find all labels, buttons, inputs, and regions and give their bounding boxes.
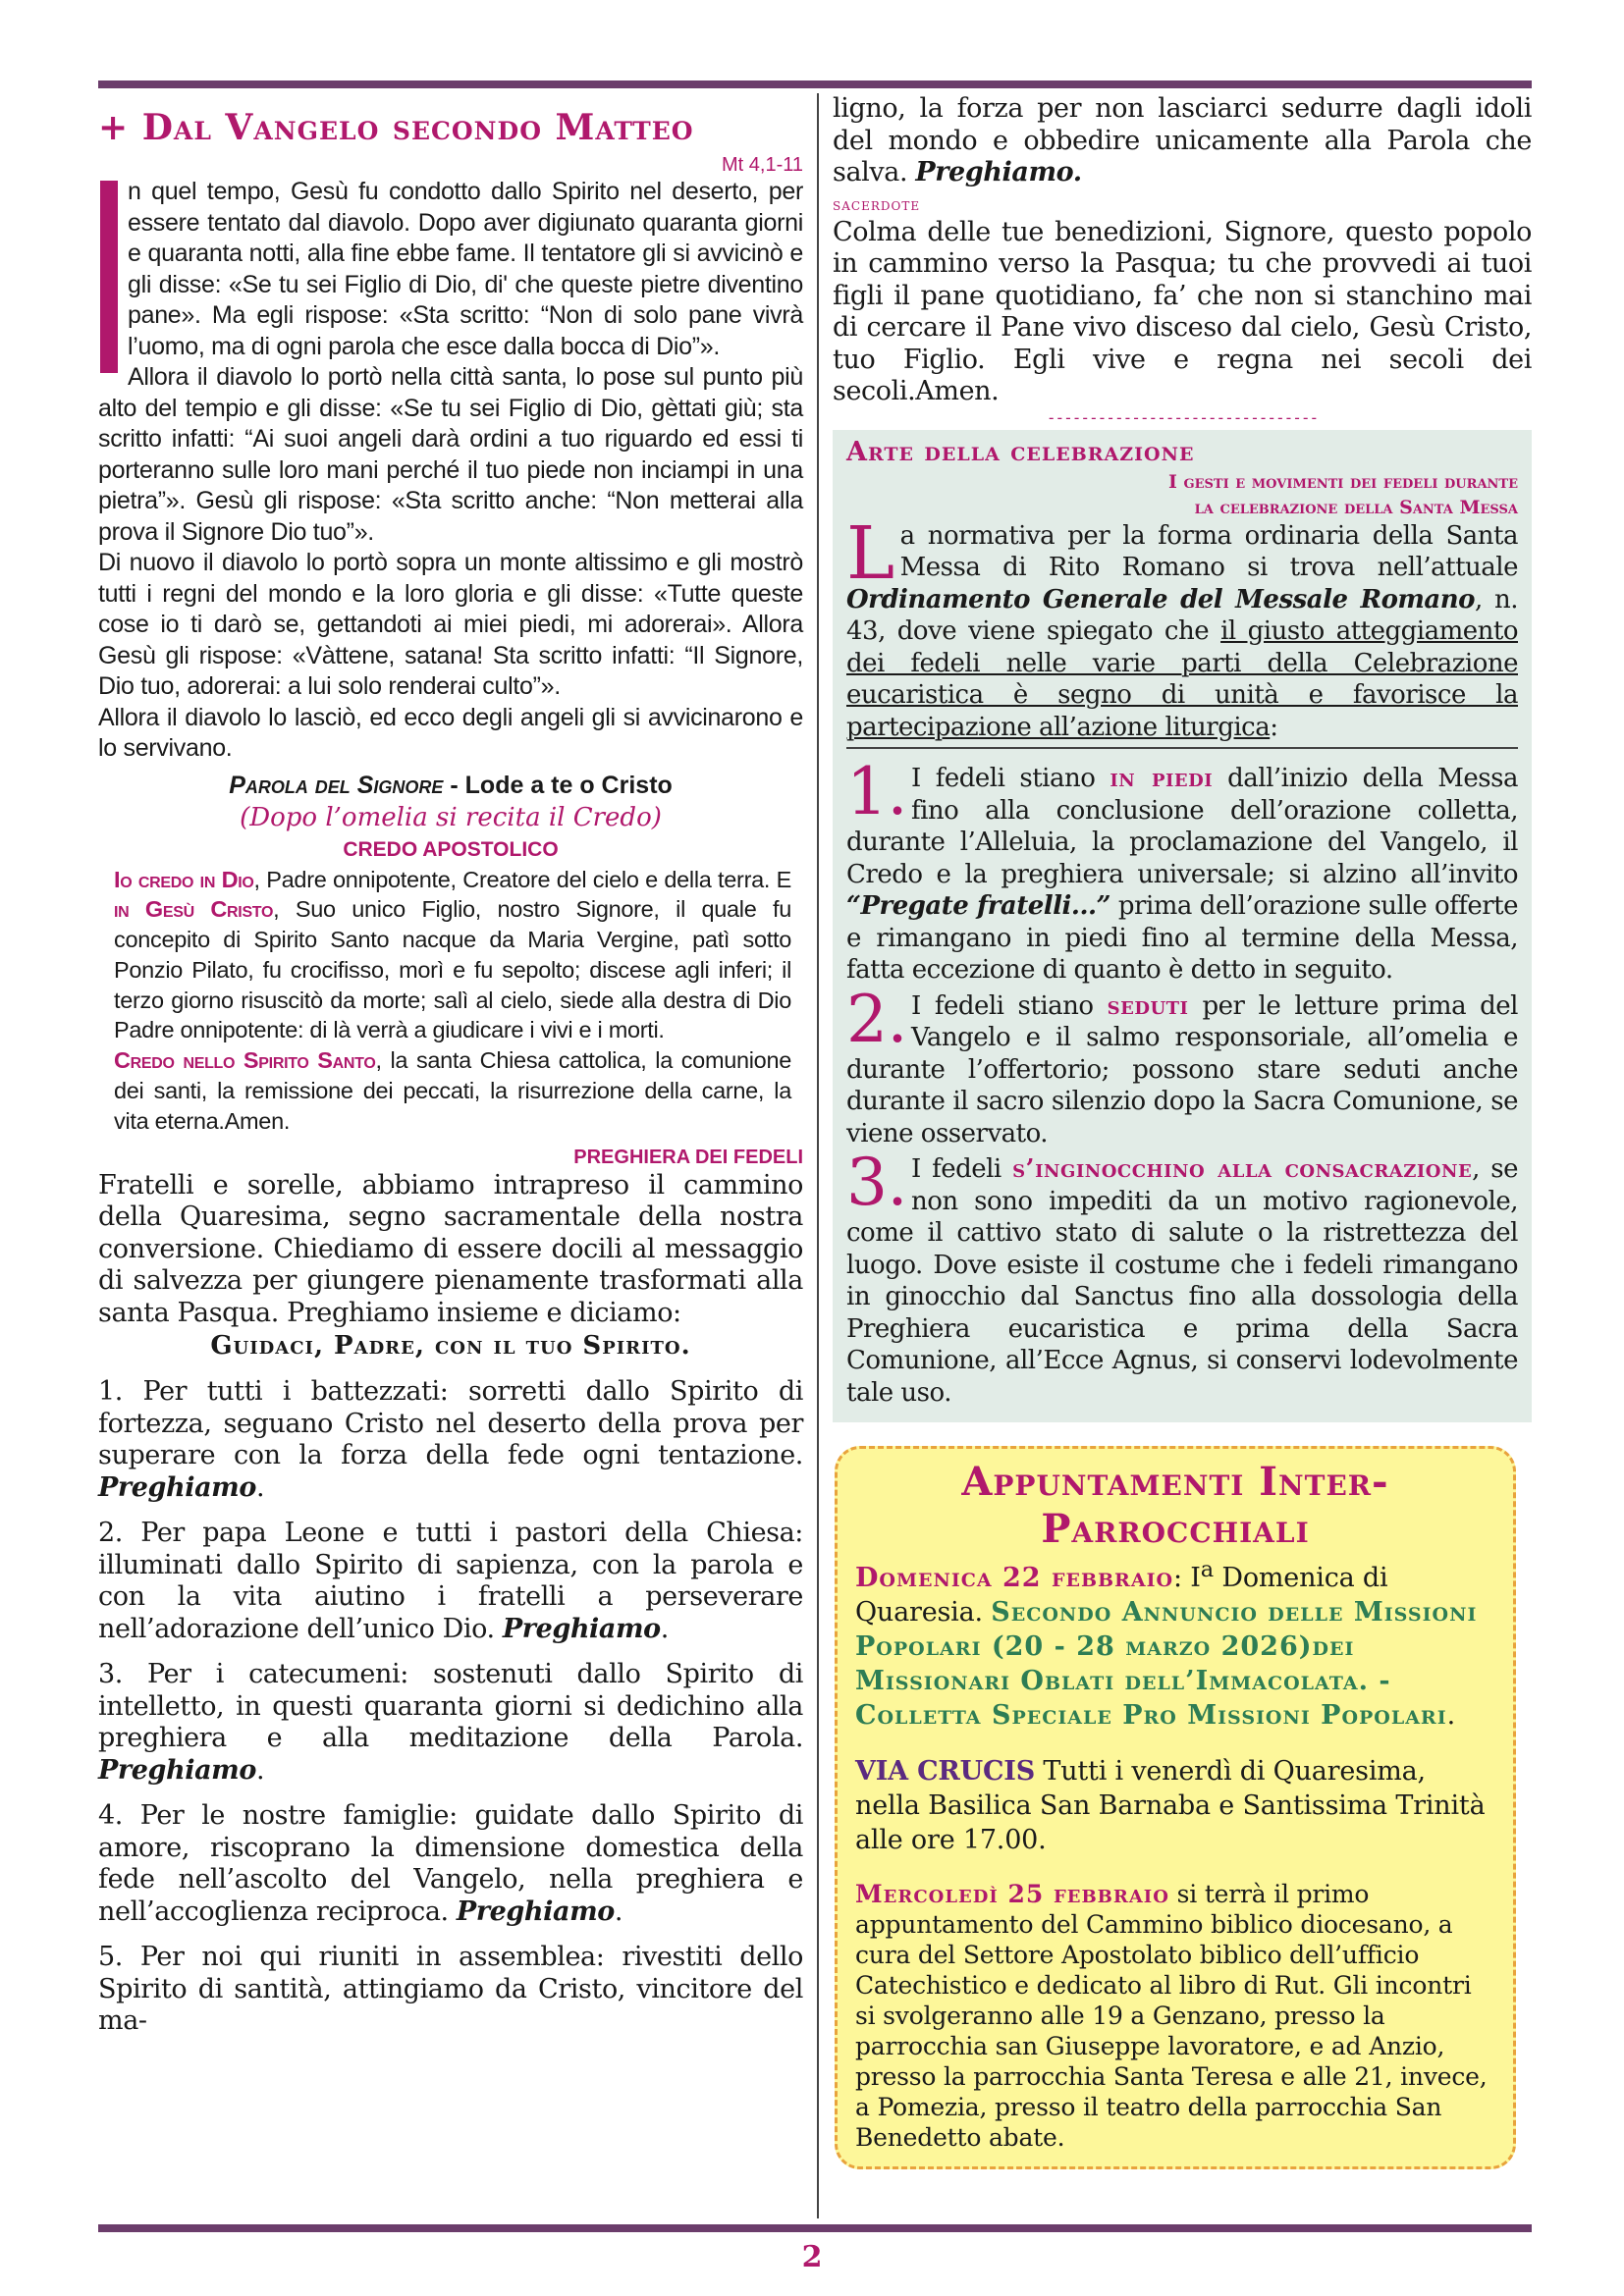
preghiera-text — [98, 1170, 803, 2038]
arte-title: Arte della celebrazione — [846, 436, 1195, 467]
gospel-text — [98, 177, 803, 765]
left-column — [98, 106, 803, 2038]
appuntamenti-body — [855, 1553, 1495, 2153]
response-line: Guidaci, Padre, con il tuo Spirito. — [210, 1331, 691, 1362]
intention-item: 4. Per le nostre famiglie: guidate dallo Spirito di amore, riscoprano la dimensione domestica della fede nell’ascolto del Vangelo, nella preghiera e nell’accoglienza reciproca. Preghiamo. — [98, 1800, 803, 1927]
gospel-paragraph: n quel tempo, Gesù fu condotto dallo Spirito nel deserto, per essere tentato dal diavolo. Dopo aver digiunato quaranta giorni e quaranta notti, alla fine ebbe fame. Il tentatore gli si avvicinò e gli disse: «Se tu sei Figlio di Dio, di' che queste pietre diventino pane». Ma egli rispose: «Sta scritto: “Non di solo pane vivrà l’uomo, ma di ogni parola che esce dalla bocca di Dio”». — [98, 177, 803, 362]
gospel-title: + Dal Vangelo secondo Matteo — [98, 107, 694, 148]
top-rule — [98, 80, 1532, 88]
right-column — [833, 93, 1532, 2169]
dropcap-L: L — [846, 510, 894, 596]
credo-title: CREDO APOSTOLICO — [343, 837, 559, 861]
omelia-note: (Dopo l’omelia si recita il Credo) — [240, 802, 662, 832]
preghiera-title: PREGHIERA DEI FEDELI — [573, 1146, 803, 1168]
arte-subtitle: I gesti e movimenti dei fedeli durante la celebrazione della Santa Messa — [1168, 470, 1518, 518]
intention-item: 2. Per papa Leone e tutti i pastori della Chiesa: illuminati dallo Spirito di sapienza, con la parola e con la vita aiutino i fratelli a perseverare nell’adorazione dell’unico Dio. Preghiamo. — [98, 1518, 803, 1644]
column-divider — [817, 93, 819, 2218]
gospel-paragraph: Allora il diavolo lo portò nella città santa, lo pose sul punto più alto del tempio e gli disse: «Se tu sei Figlio di Dio, gèttati giù; sta scritto infatti: “Ai suoi angeli darà ordini a tuo riguardo ed essi ti porteranno sulle loro mani perché il tuo piede non inciampi in una pietra”». Gesù gli rispose: «Sta scritto anche: “Non metterai alla prova il Signore Dio tuo”». — [98, 363, 803, 546]
arte-box — [833, 430, 1532, 1423]
appuntamenti-box — [835, 1446, 1516, 2169]
sacerdote-label: sacerdote — [833, 194, 921, 215]
intention-item: 3. Per i catecumeni: sostenuti dallo Spirito di intelletto, in questi quaranta giorni si dedichino alla preghiera e alla meditazione della Parola. Preghiamo. — [98, 1659, 803, 1786]
sacerdote-text: Colma delle tue benedizioni, Signore, questo popolo in cammino verso la Pasqua; tu che provvedi ai tuoi figli il pane quotidiano, fa’ che non si stanchino mai di cercare il Pane vivo disceso dal cielo, Gesù Cristo, tuo Figlio. Egli vive e regna nei secoli dei secoli.Amen. — [833, 216, 1532, 406]
arte-point: 1. I fedeli stiano in piedi dall’inizio della Messa fino alla conclusione dell’orazione colletta, durante l’Alleluia, la proclamazione del Vangelo, il Credo e la preghiera universale; si alzino all’invito “Pregate fratelli...” prima dell’orazione sulle offerte e rimangano in piedi fino al termine della Messa, fatta eccezione di quanto è detto in seguito. — [846, 754, 1518, 985]
arte-point: 3. I fedeli s’inginocchino alla consacrazione, se non sono impediti da un motivo ragionevole, come il cattivo stato di salute o la ristrettezza del luogo. Dove esiste il costume che i fedeli rimangano in ginocchio dal Sanctus fino alla dossologia della Preghiera eucaristica e prima della Sacra Comunione, all’Ecce Agnus, si conservi lodevolmente tale uso. — [846, 1145, 1518, 1408]
acclamation: Parola del Signore - Lode a te o Cristo — [229, 771, 673, 799]
appuntamento-item: Domenica 22 febbraio: $I^a$ Domenica di Quaresia. Secondo Annuncio delle Missioni Popolari (20 - 28 marzo 2026)dei Missionari Oblati dell’Immacolata. - Colletta Speciale Pro Missioni Popolari. — [855, 1557, 1478, 1731]
appuntamenti-title: Appuntamenti Inter-Parrocchiali — [961, 1459, 1389, 1552]
intention-item: 1. Per tutti i battezzati: sorretti dallo Spirito di fortezza, seguano Cristo nel deserto della prova per superare con la forza della fede ogni tentazione. Preghiamo. — [98, 1376, 803, 1503]
dropcap-bar — [100, 181, 118, 373]
gospel-reference: Mt 4,1-11 — [722, 154, 803, 176]
arte-intro: La normativa per la forma ordinaria della Santa Messa di Rito Romano si trova nell’attuale Ordinamento Generale del Messale Romano, n. 43, dove viene spiegato che il giusto atteggiamento dei fedeli nelle varie parti della Celebrazione eucaristica è segno di unità e favorisce la partecipazione all’azione liturgica: — [846, 510, 1518, 742]
bottom-rule — [98, 2224, 1532, 2232]
gospel-paragraph: Allora il diavolo lo lasciò, ed ecco degli angeli gli si avvicinarono e lo servivano. — [98, 703, 803, 762]
appuntamento-item: Mercoledì 25 febbraio si terrà il primo appuntamento del Cammino biblico diocesano, a cura del Settore Apostolato biblico dell’ufficio Catechistico e dedicato al libro di Rut. Gli incontri si svolgeranno alle 19 a Genzano, presso la parrocchia san Giuseppe lavoratore, e ad Anzio, presso la parrocchia Santa Teresa e alle 21, invece, a Pomezia, presso il teatro della parrocchia San Benedetto abate. — [855, 1880, 1488, 2152]
arte-point: 2. I fedeli stiano seduti per le letture prima del Vangelo e il salmo responsoriale, all’omelia e durante l’offertorio; possono stare seduti anche durante il sacro silenzio dopo la Sacra Comunione, se viene osservato. — [846, 981, 1518, 1148]
arte-rule — [846, 747, 1518, 749]
credo-text: Io credo in Dio, Padre onnipotente, Creatore del cielo e della terra. E in Gesù Cristo, Suo unico Figlio, nostro Signore, il quale fu concepito di Spirito Santo nacque da Maria Vergine, patì sotto Ponzio Pilato, fu crocifisso, morì e fu sepolto; discese agli inferi; il terzo giorno risuscitò da morte; salì al cielo, siede alla destra di Dio Padre onnipotente: di là verrà a giudicare i vivi e i morti. Credo nello Spirito Santo, la santa Chiesa cattolica, la comunione dei santi, la remissione dei peccati, la risurrezione della carne, la vita eterna.Amen. — [114, 866, 791, 1134]
gospel-paragraph: Di nuovo il diavolo lo portò sopra un monte altissimo e gli mostrò tutti i regni del mondo e la loro gloria e gli disse: «Tutte queste cose io ti darò se, gettandoti ai miei piedi, mi adorerai». Allora Gesù gli rispose: «Vàttene, satana! Sta scritto infatti: “Il Signore, Dio tuo, adorerai: a lui solo renderai culto”». — [98, 549, 803, 700]
preghiera-intro: Fratelli e sorelle, abbiamo intrapreso il cammino della Quaresima, segno sacramentale della nostra conversione. Chiediamo di essere docili al messaggio di salvezza per giungere pienamente trasformati alla santa Pasqua. Preghiamo insieme e diciamo: — [98, 1169, 803, 1328]
intention-continuation: ligno, la forza per non lasciarci sedurre dagli idoli del mondo e obbedire unicamente alla Parola che salva. Preghiamo. — [833, 93, 1532, 187]
arte-points — [846, 754, 1518, 1409]
dashed-separator: -------------------------------- — [1046, 407, 1319, 427]
page-number: 2 — [801, 2240, 823, 2274]
intention-item: 5. Per noi qui riuniti in assemblea: rivestiti dello Spirito di santità, attingiamo da Cristo, vincitore del ma- — [98, 1942, 803, 2037]
appuntamento-item: VIA CRUCIS Tutti i venerdì di Quaresima, nella Basilica San Barnaba e Santissima Trinità alle ore 17.00. — [855, 1756, 1486, 1855]
